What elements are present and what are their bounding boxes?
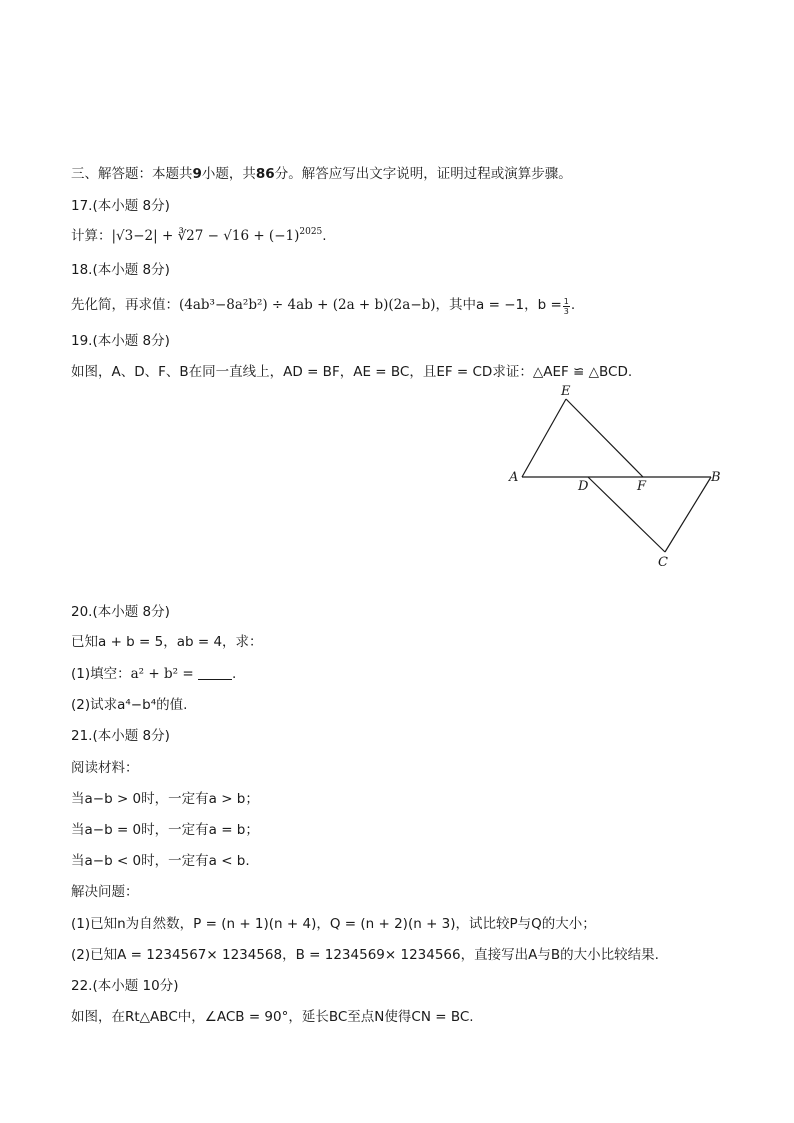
segment-DC — [588, 477, 665, 552]
q21-part2: (2)已知A = 1234567× 1234568，B = 1234569× 1234566，直接写出A与B的大小比较结果. — [71, 947, 659, 963]
label-F: F — [637, 479, 647, 494]
label-A: A — [509, 470, 519, 485]
q21-reading: 阅读材料： — [71, 760, 139, 776]
q20-part1-tail: . — [231, 666, 237, 682]
q18-condition: ，其中a = −1，b = — [435, 297, 562, 313]
q18-body — [71, 296, 575, 316]
q21-rule1: 当a−b > 0时，一定有a > b； — [71, 791, 259, 807]
q17-header: 17.(本小题 8分) — [71, 198, 170, 214]
label-D: D — [578, 479, 589, 494]
label-C: C — [658, 555, 668, 570]
q21-rule2: 当a−b = 0时，一定有a = b； — [71, 822, 259, 838]
section-title-text: 三、解答题：本题共 — [71, 166, 193, 182]
section-title — [71, 165, 572, 183]
q20-answer-blank — [198, 667, 232, 680]
section-title-end: 分。解答应写出文字说明，证明过程或演算步骤。 — [274, 166, 572, 182]
q19-triangle-figure — [500, 380, 740, 580]
label-E: E — [561, 384, 571, 399]
q20-header: 20.(本小题 8分) — [71, 604, 170, 620]
q21-part1: (1)已知n为自然数，P = (n + 1)(n + 4)，Q = (n + 2)(n + 3)，试比较P与Q的大小； — [71, 916, 596, 932]
q21-rule3: 当a−b < 0时，一定有a < b. — [71, 853, 250, 869]
section-score: 86 — [255, 166, 275, 182]
q22-body: 如图，在Rt△ABC中，∠ACB = 90°，延长BC至点N使得CN = BC. — [71, 1009, 474, 1025]
label-B: B — [711, 470, 721, 485]
q18-tail: . — [570, 297, 576, 313]
q17-body — [71, 227, 327, 245]
q17-exponent: 2025 — [299, 227, 323, 237]
q20-part2: (2)试求a⁴−b⁴的值. — [71, 697, 188, 713]
q22-header: 22.(本小题 10分) — [71, 978, 179, 994]
q17-prefix: 计算： — [71, 228, 112, 244]
q21-solve: 解决问题： — [71, 884, 139, 900]
q18-expression: (4ab³−8a²b²) ÷ 4ab + (2a + b)(2a−b) — [179, 297, 436, 313]
q20-given: 已知a + b = 5，ab = 4，求： — [71, 634, 263, 650]
q18-frac-num: 1 — [563, 297, 569, 306]
section-count: 9 — [192, 166, 202, 182]
q19-header: 19.(本小题 8分) — [71, 333, 170, 349]
q17-expression: |√3−2| + ∛27 − √16 + (−1) — [111, 228, 300, 244]
q21-header: 21.(本小题 8分) — [71, 728, 170, 744]
q18-frac-den: 3 — [563, 307, 569, 316]
segment-EF — [566, 399, 643, 477]
q19-body: 如图，A、D、F、B在同一直线上，AD = BF，AE = BC，且EF = CD求证：△AEF ≌ △BCD. — [71, 364, 633, 380]
q18-fraction — [563, 297, 570, 316]
q17-tail: . — [322, 228, 327, 244]
q20-part1-expr: a² + b² = — [130, 666, 194, 682]
segment-BC — [665, 477, 711, 552]
q20-part1 — [71, 665, 236, 683]
q20-part1-prefix: (1)填空： — [71, 666, 131, 682]
q18-header: 18.(本小题 8分) — [71, 262, 170, 278]
segment-AE — [522, 399, 566, 477]
section-title-mid: 小题，共 — [201, 166, 256, 182]
q18-prefix: 先化简，再求值： — [71, 297, 179, 313]
